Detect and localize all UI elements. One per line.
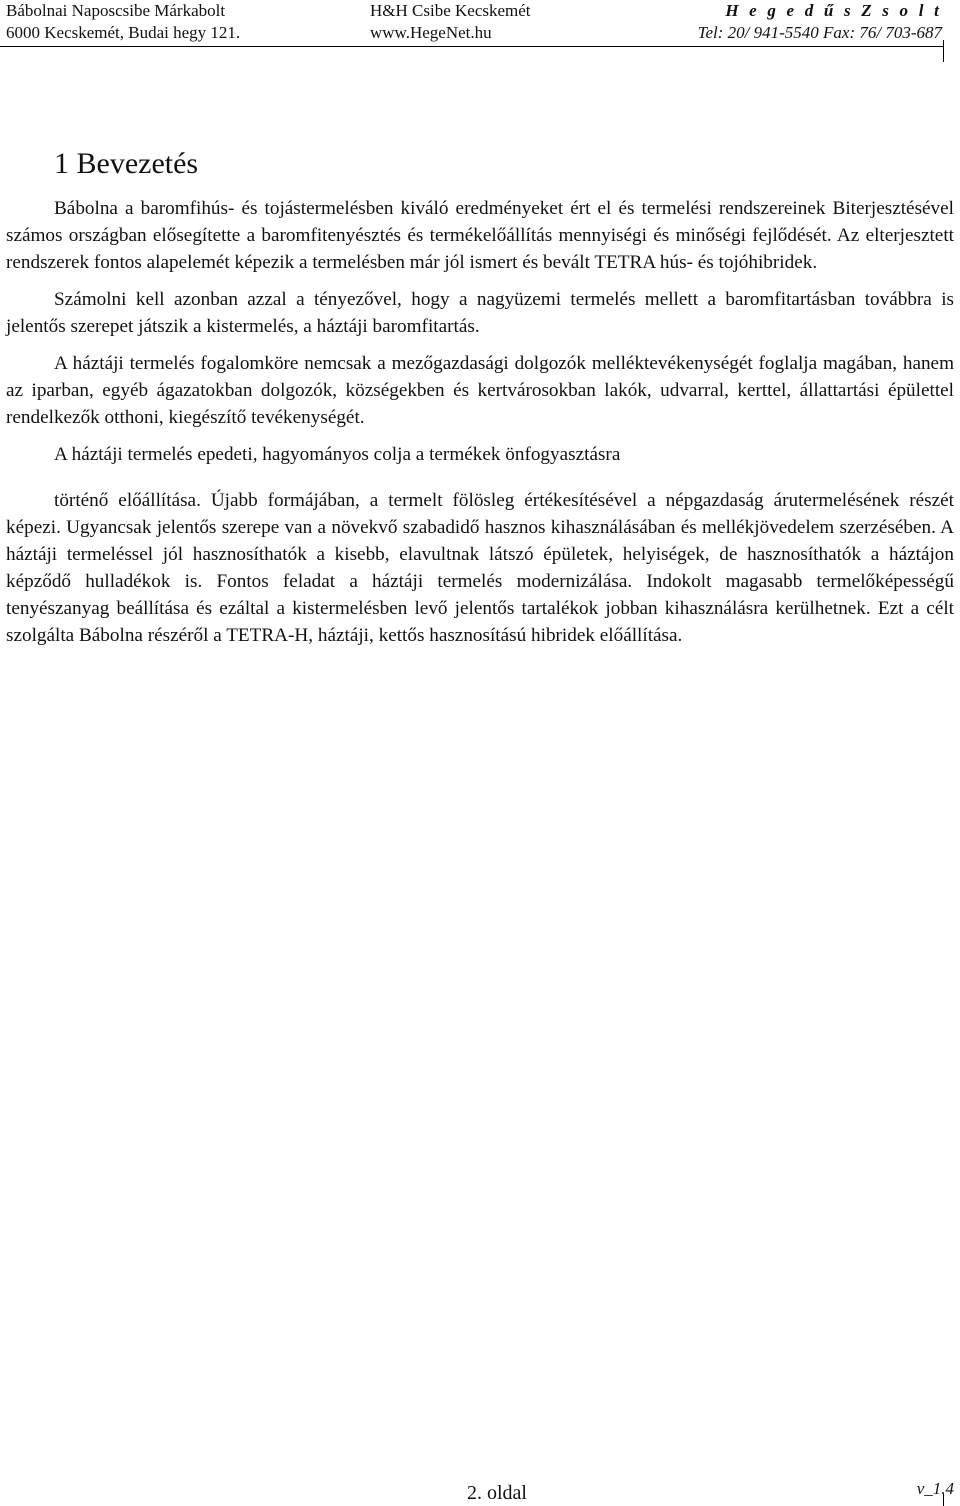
header-center (370, 0, 531, 44)
website-link[interactable]: www.HegeNet.hu (370, 23, 492, 42)
body-text (6, 195, 954, 659)
footer-corner-mark (943, 1494, 944, 1506)
paragraph-original-goal: A háztáji termelés epedeti, hagyományos colja a termékek önfogyasztásra (54, 444, 621, 465)
paragraph-modern-form: történő előállítása. Újabb formájában, a termelt fölösleg értékesítésével a népgazdaság árutermelésének részét képezi. Ugyancsak jelentős szerepe van a növekvő szabadidő hasznos kihasználásában és mellékjövedelem szerzésében. A háztáji termeléssel jól hasznosíthatók a kisebb, elavultnak látszó épületek, helyiségek, de hasznosíthatók a háztájon képződő hulladékok is. Fontos feladat a háztáji termelés modernizálása. Indokolt magasabb termelőképességű tenyészanyag beállítása és ezáltal a kistermelésben levő jelentős tartalékok jobban kihasználásra kerülhetnek. Ezt a célt szolgálta Bábolna részéről a TETRA-H, háztáji, kettős hasznosítású hibridek előállítása. (6, 490, 954, 646)
section-title: 1 Bevezetés (54, 147, 199, 180)
header-corner-mark (943, 40, 944, 62)
header-right (698, 0, 942, 44)
page-number: 2. oldal (467, 1482, 527, 1504)
contact-info: Tel: 20/ 941-5540 Fax: 76/ 703-687 (697, 23, 942, 42)
company-address: 6000 Kecskemét, Budai hegy 121. (6, 23, 241, 42)
company-name: Bábolnai Naposcsibe Márkabolt (6, 1, 226, 20)
owner-name: H e g e d ű s Z s o l t (725, 1, 942, 20)
header-left (6, 0, 240, 44)
page-header (6, 0, 942, 48)
shop-name: H&H Csibe Kecskemét (370, 1, 531, 20)
paragraph-small-scale: Számolni kell azonban azzal a tényezővel, hogy a nagyüzemi termelés mellett a baromfitartásban továbbra is jelentős szerepet játszik a kistermelés, a háztáji baromfitartás. (6, 289, 954, 337)
paragraph-household-definition: A háztáji termelés fogalomköre nemcsak a mezőgazdasági dolgozók melléktevékenységét foglalja magában, hanem az iparban, egyéb ágazatokban dolgozók, községekben és kertvárosokban lakók, udvarral, kerttel, állattartási épülettel rendelkezők otthoni, kiegészítő tevékenységét. (6, 353, 954, 428)
header-divider (0, 46, 944, 47)
document-version: v_1.4 (916, 1479, 954, 1498)
paragraph-intro: Bábolna a baromfihús- és tojástermelésben kiváló eredményeket ért el és termelési rendszereinek Biterjesztésével számos országban elősegítette a baromfitenyésztés és termékelőállítás mennyiségi és minőségi fejlődését. Az elterjesztett rendszerek fontos alapelemét képezik a termelésben már jól ismert és bevált TETRA hús- és tojóhibridek. (6, 198, 954, 273)
